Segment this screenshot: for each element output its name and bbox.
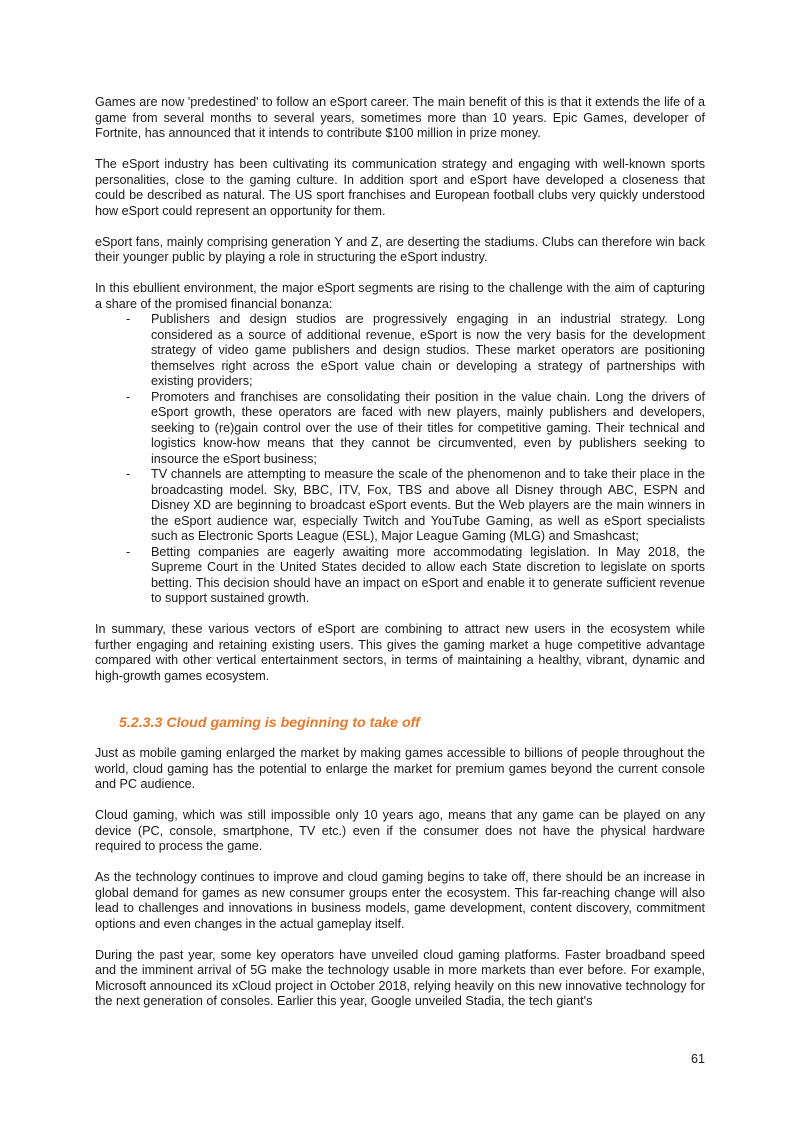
list-item bbox=[95, 390, 705, 468]
list-item bbox=[95, 545, 705, 607]
page-number: 61 bbox=[690, 1052, 705, 1066]
paragraph-cloud-gaming-definition: Cloud gaming, which was still impossible only 10 years ago, means that any game can be played on any device (PC, console, smartphone, TV etc.) even if the consumer does not have the physical hardware required to process the game. bbox=[95, 808, 705, 853]
list-item bbox=[95, 467, 705, 545]
bullet-dash: - bbox=[126, 467, 131, 481]
list-item-text: Promoters and franchises are consolidating their position in the value chain. Long the drivers of eSport growth, these operators are faced with new players, mainly publishers and developers, seeking to (re)gain control over the use of their titles for competitive gaming. Their technical and logistics know-how means that they cannot be circumvented, even by publishers seeking to insource the eSport business; bbox=[151, 389, 705, 466]
list-item-text: TV channels are attempting to measure the scale of the phenomenon and to take their place in the broadcasting model. Sky, BBC, ITV, Fox, TBS and above all Disney through ABC, ESPN and Disney XD are beginning to broadcast eSport events. But the Web players are the main winners in the eSport audience war, especially Twitch and YouTube Gaming, as well as eSport specialists such as Electronic Sports League (ESL), Major League Gaming (MLG) and Smashcast; bbox=[151, 467, 705, 543]
list-item-text: Publishers and design studios are progressively engaging in an industrial strategy. Long considered as a source of additional revenue, eSport is now the very basis for the development strategy of video game publishers and design studios. These market operators are positioning themselves right across the eSport value chain or developing a strategy of partnerships with existing providers; bbox=[151, 312, 705, 388]
page-body bbox=[95, 95, 705, 1025]
section-heading: 5.2.3.3 Cloud gaming is beginning to take off bbox=[119, 715, 420, 731]
paragraph-key-operators: During the past year, some key operators have unveiled cloud gaming platforms. Faster broadband speed and the imminent arrival of 5G make the technology usable in more markets than ever before. For example, Microsoft announced its xCloud project in October 2018, relying heavily on this new innovative technology for the next generation of consoles. Earlier this year, Google unveiled Stadia, the tech giant's bbox=[95, 947, 705, 1008]
list-item-text: Betting companies are eagerly awaiting more accommodating legislation. In May 2018, the Supreme Court in the United States decided to allow each State discretion to legislate on sports betting. This decision should have an impact on eSport and enable it to generate sufficient revenue to support sustained growth. bbox=[151, 544, 705, 605]
paragraph-mobile-gaming: Just as mobile gaming enlarged the market by making games accessible to billions of people throughout the world, cloud gaming has the potential to enlarge the market for premium games beyond the current console and PC audience. bbox=[95, 746, 705, 791]
paragraph-communication-strategy: The eSport industry has been cultivating its communication strategy and engaging with well-known sports personalities, close to the gaming culture. In addition sport and eSport have developed a closeness that could be described as natural. The US sport franchises and European football clubs very quickly understood how eSport could represent an opportunity for them. bbox=[95, 157, 705, 218]
bullet-dash: - bbox=[126, 312, 131, 326]
bullet-dash: - bbox=[126, 389, 131, 404]
paragraph-summary: In summary, these various vectors of eSport are combining to attract new users in the ecosystem while further engaging and retaining existing users. This gives the gaming market a huge competitive advantage compared with other vertical entertainment sectors, in terms of maintaining a healthy, vibrant, dynamic and high-growth games ecosystem. bbox=[95, 622, 705, 683]
segment-list bbox=[95, 312, 705, 607]
list-item bbox=[95, 312, 705, 390]
paragraph-predestined: Games are now 'predestined' to follow an eSport career. The main benefit of this is that it extends the life of a game from several months to several years, sometimes more than 10 years. Epic Games, developer of Fortnite, has announced that it intends to contribute $100 million in prize money. bbox=[95, 95, 705, 140]
paragraph-technology-improves: As the technology continues to improve and cloud gaming begins to take off, there should be an increase in global demand for games as new consumer groups enter the ecosystem. This far-reaching change will also lead to challenges and innovations in business models, game development, content discovery, commitment options and even changes in the actual gameplay itself. bbox=[95, 870, 705, 931]
paragraph-esport-fans: eSport fans, mainly comprising generation Y and Z, are deserting the stadiums. Clubs can therefore win back their younger public by playing a role in structuring the eSport industry. bbox=[95, 234, 705, 264]
bullet-dash: - bbox=[126, 544, 131, 559]
paragraph-list-intro: In this ebullient environment, the major eSport segments are rising to the challenge with the aim of capturing a share of the promised financial bonanza: bbox=[95, 281, 705, 311]
